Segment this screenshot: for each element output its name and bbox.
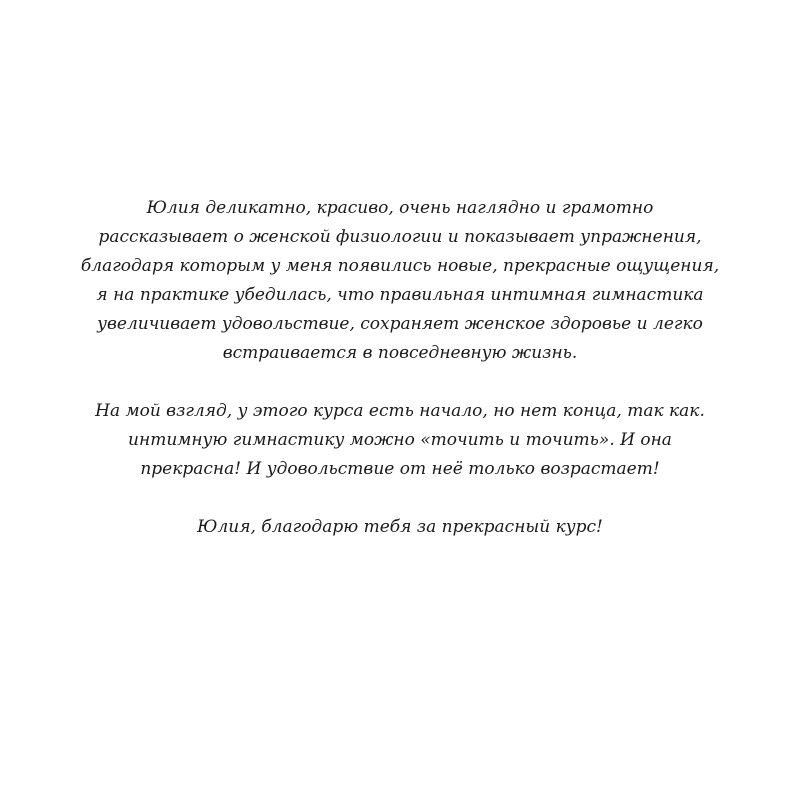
text-line: интимную гимнастику можно «точить и точить». И она [128,430,672,450]
text-line: рассказывает о женской физиологии и показывает упражнения, [98,227,702,247]
testimonial-paragraph [70,397,730,484]
testimonial-closing [70,513,730,542]
text-line: увеличивает удовольствие, сохраняет женское здоровье и легко [97,314,703,334]
text-line: благодаря которым у меня появились новые, прекрасные ощущения, [80,256,720,276]
text-line: Юлия, благодарю тебя за прекрасный курс! [197,517,603,537]
text-line: я на практике убедилась, что правильная интимная гимнастика [96,285,704,305]
testimonial-paragraph [70,194,730,368]
text-line: встраивается в повседневную жизнь. [222,343,578,363]
testimonial-text [70,194,730,542]
text-line: прекрасна! И удовольствие от неё только возрастает! [140,459,660,479]
text-line: На мой взгляд, у этого курса есть начало, но нет конца, так как. [95,401,705,421]
text-line: Юлия деликатно, красиво, очень наглядно и грамотно [146,198,654,218]
